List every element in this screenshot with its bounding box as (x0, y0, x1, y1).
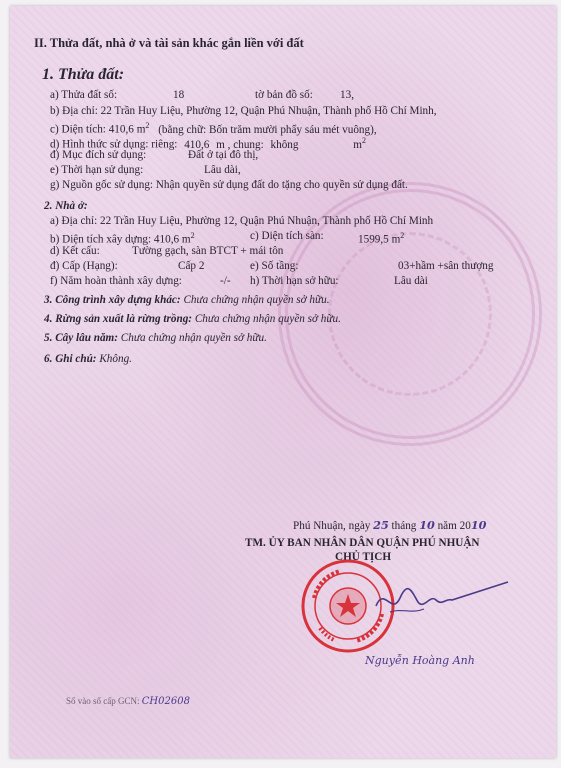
land-area-unit: m (136, 123, 146, 136)
place-date: Phú Nhuận, ngày 25 tháng 10 năm 2010 (293, 518, 487, 532)
land-parcel-number: 18 (173, 89, 185, 101)
perennial-trees: 5. Cây lâu năm: Chưa chứng nhận quyền sở hữu. (44, 332, 267, 344)
land-map-label: tờ bản đồ số: (255, 89, 313, 101)
section-title: II. Thửa đất, nhà ở và tài sản khác gắn liền với đất (34, 36, 304, 50)
land-use-common-label: m , chung: (216, 138, 264, 151)
land-heading: 1. Thửa đất: (42, 66, 125, 83)
land-use-private: 410,6 (184, 138, 210, 151)
house-structure-label: d) Kết cấu: (50, 245, 100, 257)
signer-title: CHỦ TỊCH (335, 551, 392, 563)
house-built-area: b) Diện tích xây dựng: 410,6 $m^2$ (50, 231, 195, 246)
land-address: b) Địa chỉ: 22 Trần Huy Liệu, Phường 12, Quận Phú Nhuận, Thành phố Hồ Chí Minh, (50, 105, 437, 117)
authority: TM. ỦY BAN NHÂN DÂN QUẬN PHÚ NHUẬN (245, 537, 480, 549)
land-parcel-label: a) Thửa đất số: (50, 89, 118, 101)
house-ownership: Lâu dài (394, 275, 428, 287)
house-structure: Tường gạch, sàn BTCT + mái tôn (132, 245, 284, 257)
land-use-unit: m (353, 138, 362, 151)
house-floor-area-label: c) Diện tích sàn: (250, 230, 324, 242)
house-heading: 2. Nhà ở: (44, 200, 88, 212)
signature-mark (372, 576, 512, 626)
land-area-words: (bằng chữ: Bốn trăm mười phẩy sáu mét vuông), (158, 123, 377, 136)
notes: 6. Ghi chú: Không. (44, 353, 132, 365)
house-completion: -/- (220, 275, 231, 287)
land-area-label: c) Diện tích: 410,6 (50, 123, 134, 136)
land-map-number: 13, (340, 89, 354, 101)
house-floor-area: 1599,5 $m^2$ (358, 231, 405, 246)
certificate-page (10, 6, 556, 758)
other-construction: 3. Công trình xây dựng khác: Chưa chứng nhận quyền sở hữu. (44, 294, 330, 306)
house-floors-label: e) Số tầng: (250, 260, 299, 272)
house-ownership-label: h) Thời hạn sở hữu: (250, 275, 339, 287)
land-term-label: e) Thời hạn sử dụng: (50, 164, 144, 176)
land-use-form-label: d) Hình thức sử dụng: riêng: (50, 138, 178, 151)
house-grade: Cấp 2 (178, 260, 205, 272)
land-origin: g) Nguồn gốc sử dụng: Nhận quyền sử dụng đất do tặng cho quyền sử dụng đất. (50, 179, 408, 191)
issue-number: Số vào sổ cấp GCN: CH02608 (66, 696, 190, 707)
land-purpose: Đất ở tại đô thị, (188, 149, 259, 161)
land-area: c) Diện tích: 410,6 $m^2$ (bằng chữ: Bốn trăm mười phẩy sáu mét vuông), (50, 121, 377, 136)
house-grade-label: đ) Cấp (Hạng): (50, 260, 118, 272)
land-use-form: d) Hình thức sử dụng: riêng: 410,6 m , chung: không $m^2$ (50, 136, 366, 151)
house-completion-label: f) Năm hoàn thành xây dựng: (50, 275, 182, 287)
land-term: Lâu dài, (204, 164, 241, 176)
land-use-common: không (270, 138, 299, 151)
planted-forest: 4. Rừng sản xuất là rừng trồng: Chưa chứng nhận quyền sở hữu. (44, 313, 341, 325)
signer-name: Nguyễn Hoàng Anh (365, 654, 475, 667)
house-floors: 03+hầm +sân thượng (398, 260, 494, 272)
house-address: a) Địa chỉ: 22 Trần Huy Liệu, Phường 12, Quận Phú Nhuận, Thành phố Hồ Chí Minh (50, 215, 434, 227)
land-purpose-label: đ) Mục đích sử dụng: (50, 149, 147, 161)
